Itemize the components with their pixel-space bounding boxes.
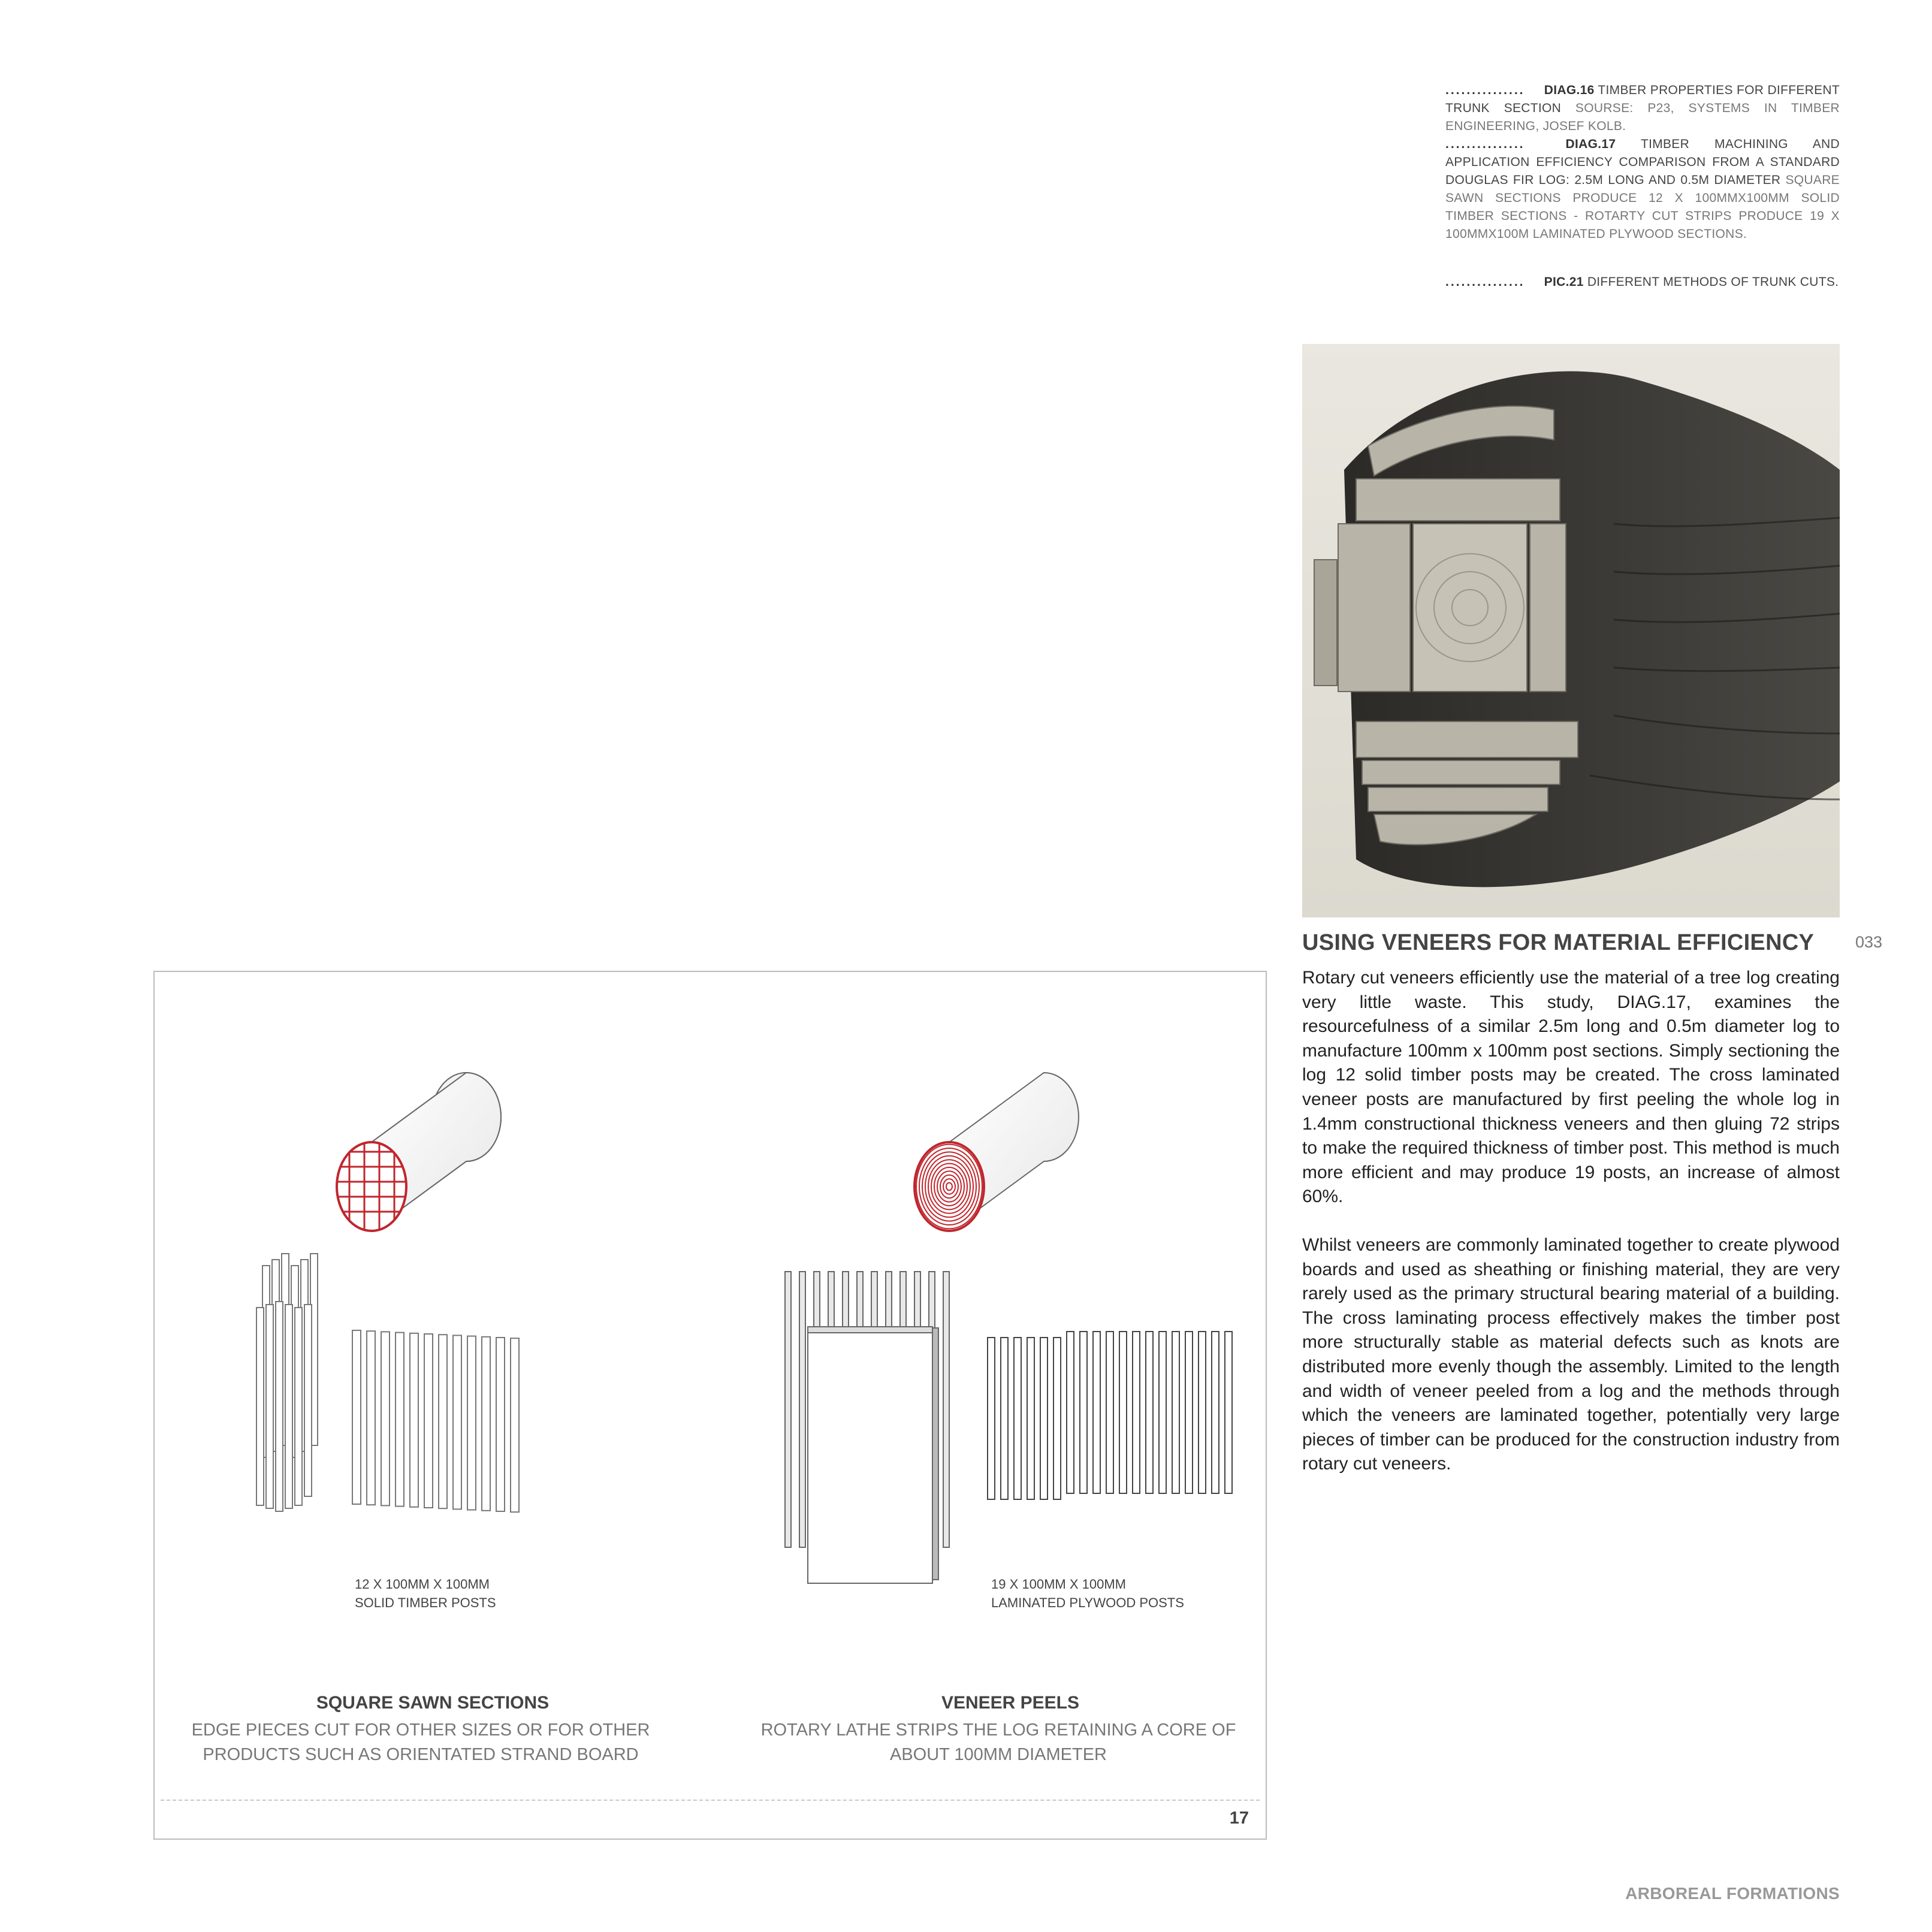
left-post-label xyxy=(355,1575,496,1612)
paragraph: Rotary cut veneers efficiently use the material of a tree log creating very little waste. This study, DIAG.17, examines the resourcefulness of a similar 2.5m long and 0.5m diameter log to manufacture 100mm x 100mm post sections. Simply sectioning the log 12 solid timber posts may be created. The cross laminated veneer posts are manufactured by first peeling the whole log in 1.4mm constructional thickness veneers and then gluing 72 strips to make the required thickness of timber post. This method is much more efficient and may produce 19 posts, an increase of almost 60%. xyxy=(1302,968,1840,1207)
paragraph: Whilst veneers are commonly laminated together to create plywood boards and used as sheathing or finishing material, they are very rarely used as the primary structural bearing material of a building. The cross laminating process effectively makes the timber post more structurally stable as material defects such as knots are distributed more evenly though the assembly. Limited to the length and width of veneer peeled from a log and the methods through which the veneers are laminated together, potentially very large pieces of timber can be produced for the construction industry from rotary cut veneers. xyxy=(1302,1234,1840,1474)
solid-timber-post xyxy=(453,1335,461,1509)
caption-ref: DIAG.17 xyxy=(1565,137,1616,151)
laminated-post xyxy=(1014,1338,1021,1499)
solid-timber-post xyxy=(424,1334,433,1508)
veneer-strip xyxy=(785,1272,791,1547)
panel-number: 17 xyxy=(1229,1809,1249,1828)
caption-tail: SOURSE: P23, SYSTEMS IN TIMBER ENGINEERING, JOSEF KOLB. xyxy=(1445,101,1840,133)
laminated-post xyxy=(1212,1332,1219,1493)
caption-dots: ............... xyxy=(1445,83,1525,97)
laminated-post xyxy=(1040,1338,1047,1499)
laminated-post xyxy=(1133,1332,1140,1493)
laminated-post xyxy=(1106,1332,1113,1493)
left-label-line1: 12 X 100MM X 100MM xyxy=(355,1577,490,1592)
left-section-title: SQUARE SAWN SECTIONS xyxy=(316,1693,550,1713)
veneer-strip xyxy=(943,1272,949,1547)
article-heading: USING VENEERS FOR MATERIAL EFFICIENCY xyxy=(1302,930,1815,955)
left-log-illustration xyxy=(334,1073,501,1236)
right-log-illustration xyxy=(914,1073,1079,1231)
caption-list xyxy=(1445,81,1840,291)
laminated-post xyxy=(1199,1332,1206,1493)
caption-diag17 xyxy=(1445,135,1840,243)
solid-timber-post xyxy=(381,1332,390,1505)
right-post-row xyxy=(988,1332,1232,1499)
laminated-post xyxy=(1159,1332,1166,1493)
laminated-post xyxy=(1067,1332,1074,1493)
right-section-description: ROTARY LATHE STRIPS THE LOG RETAINING A CORE OF ABOUT 100MM DIAMETER xyxy=(760,1720,1236,1764)
laminated-post xyxy=(1001,1338,1008,1499)
laminated-post xyxy=(1225,1332,1232,1493)
caption-text: DIFFERENT METHODS OF TRUNK CUTS. xyxy=(1587,275,1839,289)
right-section-title: VENEER PEELS xyxy=(941,1693,1080,1713)
right-label-line1: 19 X 100MM X 100MM xyxy=(991,1577,1126,1592)
solid-timber-post xyxy=(396,1333,404,1507)
laminated-post xyxy=(1172,1332,1179,1493)
laminated-post xyxy=(1053,1338,1061,1499)
solid-timber-post xyxy=(439,1335,447,1508)
left-post-cluster xyxy=(256,1254,318,1511)
footer-title: ARBOREAL FORMATIONS xyxy=(1625,1884,1840,1903)
solid-timber-post xyxy=(467,1336,476,1510)
page-number: 033 xyxy=(1855,933,1883,951)
caption-text: TIMBER PROPERTIES FOR DIFFERENT TRUNK SECTION xyxy=(1445,83,1840,115)
diagram-panel xyxy=(153,971,1267,1840)
left-label-line2: SOLID TIMBER POSTS xyxy=(355,1595,496,1610)
laminated-post xyxy=(1027,1338,1034,1499)
laminated-post xyxy=(1146,1332,1153,1493)
laminated-post xyxy=(1080,1332,1087,1493)
right-post-label xyxy=(991,1575,1184,1612)
article-body xyxy=(1302,966,1840,1501)
caption-diag16 xyxy=(1445,81,1840,135)
solid-timber-post xyxy=(511,1338,519,1512)
veneer-strip xyxy=(799,1272,805,1547)
left-section-description: EDGE PIECES CUT FOR OTHER SIZES OR FOR OTHER PRODUCTS SUCH AS ORIENTATED STRAND BOARD xyxy=(191,1720,650,1764)
solid-timber-post xyxy=(496,1338,505,1511)
panel-divider xyxy=(161,1800,1260,1801)
veneer-stack xyxy=(785,1272,949,1583)
log-photo-illustration xyxy=(1302,344,1840,917)
laminated-post xyxy=(1185,1332,1193,1493)
solid-timber-post xyxy=(482,1337,490,1511)
solid-timber-post xyxy=(367,1331,375,1505)
solid-timber-post xyxy=(410,1333,418,1507)
laminated-post xyxy=(988,1338,995,1499)
caption-text: TIMBER MACHINING AND APPLICATION EFFICIENCY COMPARISON FROM A STANDARD DOUGLAS FIR LOG: 2.5M LONG AND 0.5M DIAMETER xyxy=(1445,137,1840,187)
solid-timber-post xyxy=(352,1330,361,1504)
caption-tail: SQUARE SAWN SECTIONS PRODUCE 12 X 100MMX100MM SOLID TIMBER SECTIONS - ROTARTY CUT STRIPS PRODUCE 19 X 100MMX100M LAMINATED PLYWOOD SECTIONS. xyxy=(1445,173,1840,241)
right-label-line2: LAMINATED PLYWOOD POSTS xyxy=(991,1595,1184,1610)
laminated-post xyxy=(1093,1332,1100,1493)
log-cuts-photo xyxy=(1302,344,1840,917)
caption-pic21 xyxy=(1445,273,1840,291)
left-post-row xyxy=(352,1330,519,1512)
caption-dots: ............... xyxy=(1445,137,1525,151)
caption-ref: PIC.21 xyxy=(1544,275,1584,289)
caption-dots: ............... xyxy=(1445,275,1525,289)
caption-ref: DIAG.16 xyxy=(1544,83,1595,97)
laminated-post xyxy=(1119,1332,1127,1493)
